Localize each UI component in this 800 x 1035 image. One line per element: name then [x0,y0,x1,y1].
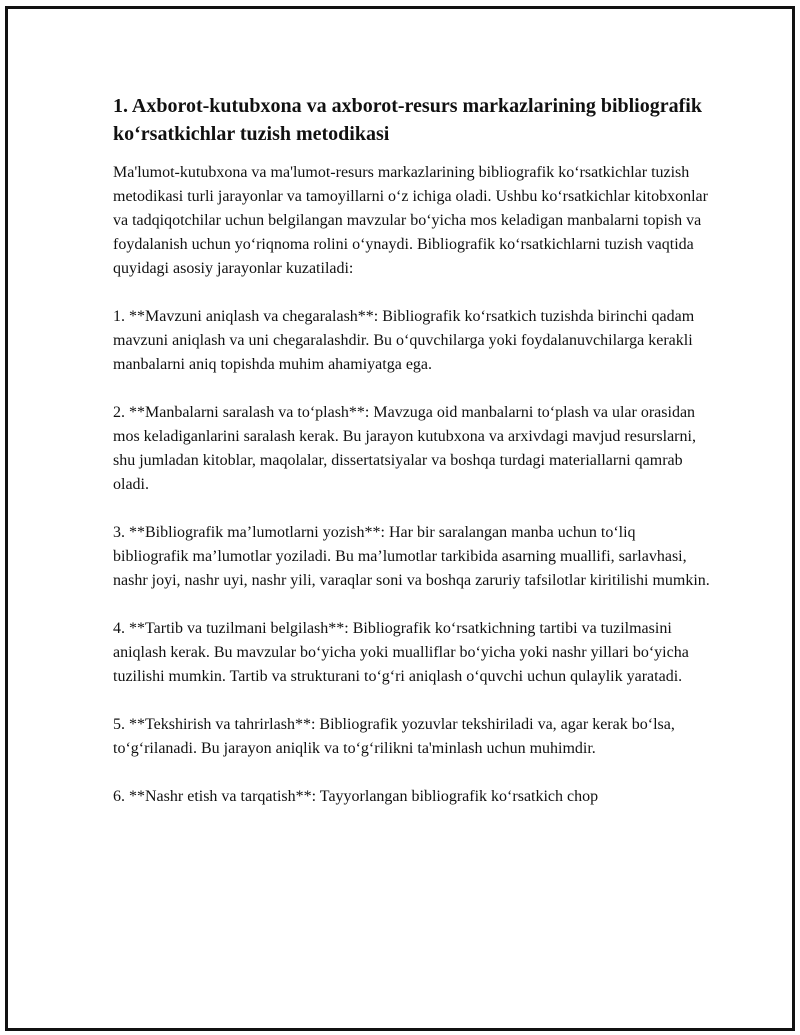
step-3-paragraph: 3. **Bibliografik ma’lumotlarni yozish**: Har bir saralangan manba uchun toʻliq bibliografik ma’lumotlar yoziladi. Bu ma’lumotlar tarkibida asarning muallifi, sarlavhasi, nashr joyi, nashr uyi, nashr yili, varaqlar soni va boshqa zaruriy tafsilotlar kiritilishi mumkin. [113,524,710,589]
step-1-paragraph: 1. **Mavzuni aniqlash va chegaralash**: Bibliografik koʻrsatkich tuzishda birinchi qadam mavzuni aniqlash va uni chegaralashdir. Bu oʻquvchilarga yoki foydalanuvchilarga kerakli manbalarni aniq topishda muhim ahamiyatga ega. [113,308,695,373]
section-title: 1. Axborot-kutubxona va axborot-resurs markazlarining bibliografik koʻrsatkichlar tuzish metodikasi [113,95,702,145]
document-body [113,92,713,833]
step-5-paragraph: 5. **Tekshirish va tahrirlash**: Bibliografik yozuvlar tekshiriladi va, agar kerak boʻlsa, toʻgʻrilanadi. Bu jarayon aniqlik va toʻgʻrilikni ta'minlash uchun muhimdir. [113,716,675,757]
step-2-paragraph: 2. **Manbalarni saralash va toʻplash**: Mavzuga oid manbalarni toʻplash va ular orasidan mos keladiganlarini saralash kerak. Bu jarayon kutubxona va arxivdagi mavjud resurslarni, shu jumladan kitoblar, maqolalar, dissertatsiyalar va boshqa turdagi materiallarni qamrab oladi. [113,404,696,493]
step-4-paragraph: 4. **Tartib va tuzilmani belgilash**: Bibliografik koʻrsatkichning tartibi va tuzilmasini aniqlash kerak. Bu mavzular boʻyicha yoki mualliflar boʻyicha yoki nashr yillari boʻyicha tuzilishi mumkin. Tartib va strukturani toʻgʻri aniqlash oʻquvchi uchun qulaylik yaratadi. [113,620,689,685]
intro-paragraph: Ma'lumot-kutubxona va ma'lumot-resurs markazlarining bibliografik koʻrsatkichlar tuzish metodikasi turli jarayonlar va tamoyillarni oʻz ichiga oladi. Ushbu koʻrsatkichlar kitobxonlar va tadqiqotchilar uchun belgilangan mavzular boʻyicha mos keladigan manbalarni topish va foydalanish uchun yoʻriqnoma rolini oʻynaydi. Bibliografik koʻrsatkichlarni tuzish vaqtida quyidagi asosiy jarayonlar kuzatiladi: [113,164,708,277]
step-6-paragraph: 6. **Nashr etish va tarqatish**: Tayyorlangan bibliografik koʻrsatkich chop [113,788,599,805]
